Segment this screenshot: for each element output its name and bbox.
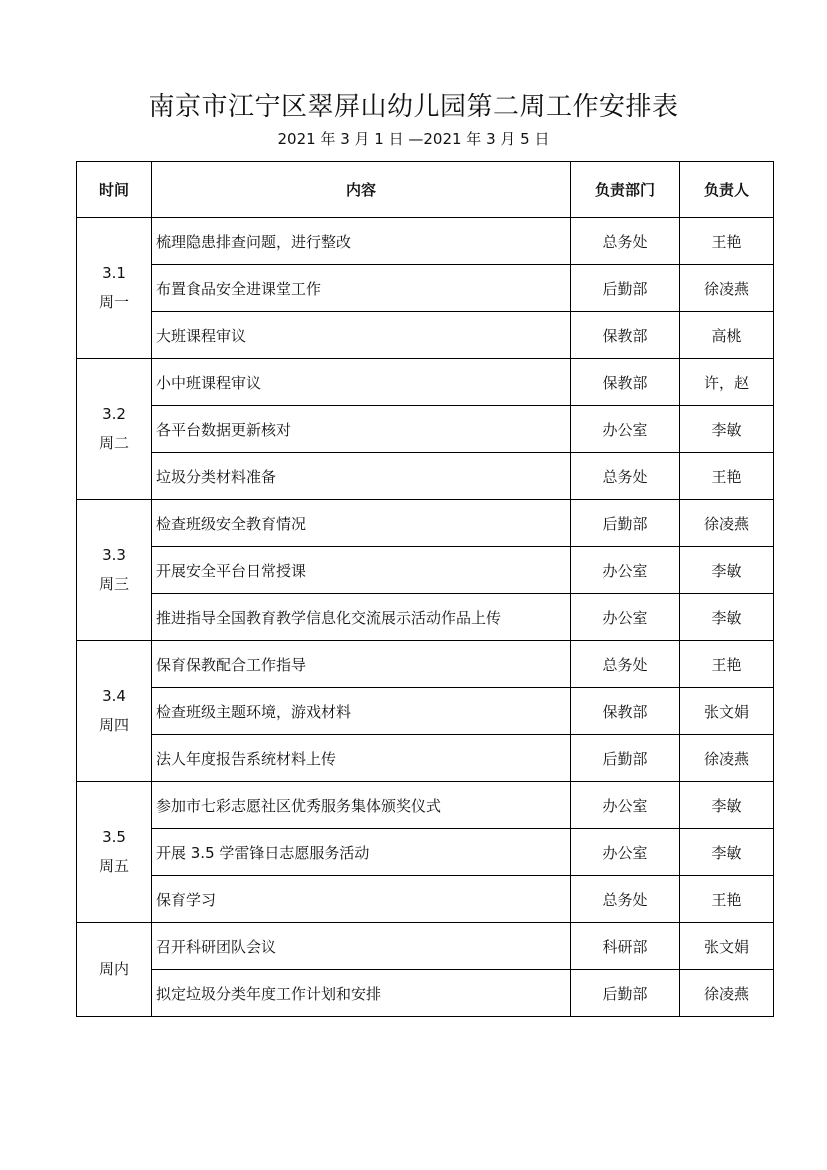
table-row — [77, 500, 774, 547]
document-title: 南京市江宁区翠屏山幼儿园第二周工作安排表 — [148, 92, 679, 122]
person-cell: 张文娟 — [680, 923, 774, 970]
time-cell — [77, 500, 152, 641]
content-cell: 小中班课程审议 — [152, 359, 571, 406]
table-row — [77, 641, 774, 688]
person-cell: 王艳 — [680, 453, 774, 500]
dept-cell: 保教部 — [571, 688, 680, 735]
content-cell: 检查班级主题环境，游戏材料 — [152, 688, 571, 735]
time-cell — [77, 641, 152, 782]
dept-cell: 总务处 — [571, 218, 680, 265]
schedule-body — [77, 218, 774, 1017]
person-cell: 李敏 — [680, 594, 774, 641]
table-row — [77, 359, 774, 406]
person-cell: 徐凌燕 — [680, 735, 774, 782]
content-cell: 参加市七彩志愿社区优秀服务集体颁奖仪式 — [152, 782, 571, 829]
table-row — [77, 453, 774, 500]
date-range: 2021 年 3 月 1 日 —2021 年 3 月 5 日 — [277, 130, 550, 148]
dept-cell: 总务处 — [571, 453, 680, 500]
table-row — [77, 406, 774, 453]
dept-cell: 总务处 — [571, 641, 680, 688]
table-row — [77, 923, 774, 970]
time-cell — [77, 923, 152, 1017]
table-row — [77, 218, 774, 265]
weekday-label: 周二 — [98, 434, 129, 452]
weekday-label: 周三 — [98, 575, 129, 593]
table-row — [77, 829, 774, 876]
person-cell: 王艳 — [680, 641, 774, 688]
time-cell — [77, 782, 152, 923]
table-row — [77, 265, 774, 312]
date-label: 3.3 — [102, 546, 126, 564]
person-cell: 张文娟 — [680, 688, 774, 735]
person-cell: 李敏 — [680, 782, 774, 829]
person-cell: 高桃 — [680, 312, 774, 359]
content-cell: 开展 3.5 学雷锋日志愿服务活动 — [152, 829, 571, 876]
date-label: 3.2 — [102, 405, 126, 423]
table-row — [77, 876, 774, 923]
dept-cell: 保教部 — [571, 359, 680, 406]
header-person: 负责人 — [680, 162, 774, 218]
dept-cell: 后勤部 — [571, 735, 680, 782]
weekday-label: 周一 — [98, 293, 129, 311]
content-cell: 检查班级安全教育情况 — [152, 500, 571, 547]
table-row — [77, 688, 774, 735]
dept-cell: 总务处 — [571, 876, 680, 923]
table-header-row — [77, 162, 774, 218]
time-cell — [77, 218, 152, 359]
person-cell: 徐凌燕 — [680, 500, 774, 547]
person-cell: 王艳 — [680, 876, 774, 923]
content-cell: 布置食品安全进课堂工作 — [152, 265, 571, 312]
dept-cell: 后勤部 — [571, 265, 680, 312]
dept-cell: 办公室 — [571, 547, 680, 594]
header-department: 负责部门 — [571, 162, 680, 218]
dept-cell: 办公室 — [571, 782, 680, 829]
person-cell: 许，赵 — [680, 359, 774, 406]
dept-cell: 办公室 — [571, 594, 680, 641]
date-label: 3.1 — [102, 264, 126, 282]
dept-cell: 科研部 — [571, 923, 680, 970]
weekday-label: 周五 — [98, 857, 129, 875]
content-cell: 各平台数据更新核对 — [152, 406, 571, 453]
content-cell: 大班课程审议 — [152, 312, 571, 359]
weekday-label: 周四 — [98, 716, 129, 734]
header-time: 时间 — [77, 162, 152, 218]
table-row — [77, 547, 774, 594]
content-cell: 召开科研团队会议 — [152, 923, 571, 970]
person-cell: 李敏 — [680, 406, 774, 453]
content-cell: 法人年度报告系统材料上传 — [152, 735, 571, 782]
schedule-table — [76, 161, 774, 1017]
person-cell: 李敏 — [680, 829, 774, 876]
content-cell: 推进指导全国教育教学信息化交流展示活动作品上传 — [152, 594, 571, 641]
dept-cell: 保教部 — [571, 312, 680, 359]
table-row — [77, 735, 774, 782]
weekday-label: 周内 — [98, 960, 129, 978]
content-cell: 开展安全平台日常授课 — [152, 547, 571, 594]
table-row — [77, 970, 774, 1017]
time-cell — [77, 359, 152, 500]
content-cell: 拟定垃圾分类年度工作计划和安排 — [152, 970, 571, 1017]
content-cell: 垃圾分类材料准备 — [152, 453, 571, 500]
date-label: 3.5 — [102, 828, 126, 846]
person-cell: 徐凌燕 — [680, 970, 774, 1017]
person-cell: 徐凌燕 — [680, 265, 774, 312]
content-cell: 保育学习 — [152, 876, 571, 923]
person-cell: 李敏 — [680, 547, 774, 594]
content-cell: 梳理隐患排查问题，进行整改 — [152, 218, 571, 265]
content-cell: 保育保教配合工作指导 — [152, 641, 571, 688]
dept-cell: 后勤部 — [571, 500, 680, 547]
header-content: 内容 — [152, 162, 571, 218]
table-row — [77, 782, 774, 829]
table-row — [77, 594, 774, 641]
dept-cell: 后勤部 — [571, 970, 680, 1017]
dept-cell: 办公室 — [571, 829, 680, 876]
table-row — [77, 312, 774, 359]
dept-cell: 办公室 — [571, 406, 680, 453]
person-cell: 王艳 — [680, 218, 774, 265]
date-label: 3.4 — [102, 687, 126, 705]
